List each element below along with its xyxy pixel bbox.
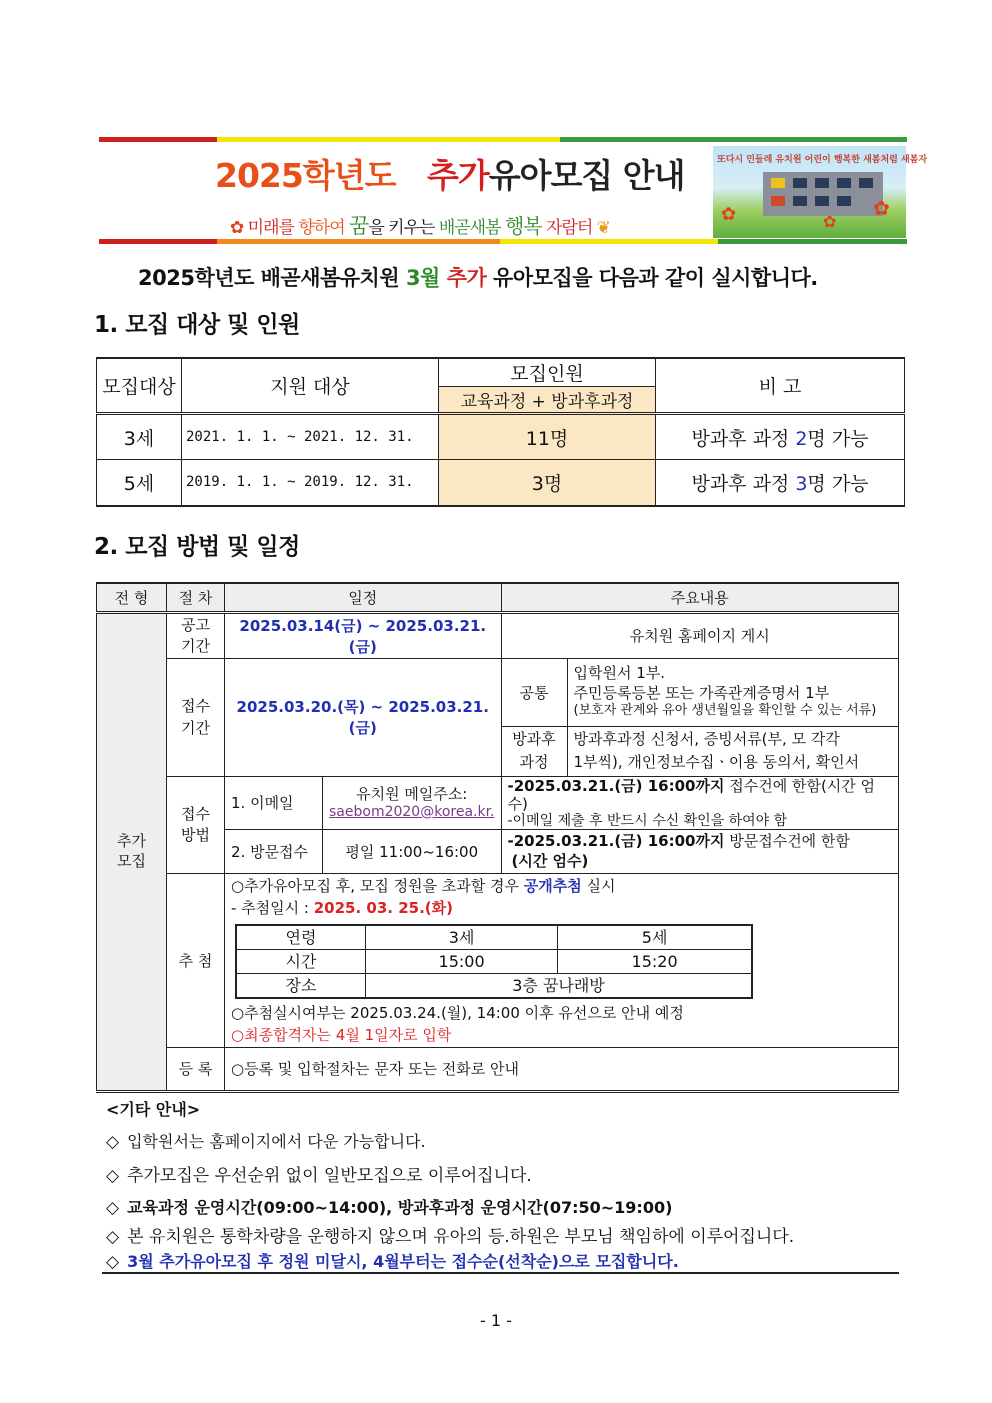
list-item: ◇ 입학원서는 홈페이지에서 다운 가능합니다. <box>106 1132 426 1152</box>
page-number: - 1 - <box>480 1311 512 1330</box>
butterfly-icon: ❦ <box>596 218 610 238</box>
slogan: ✿ 미래를 향하여 꿈을 키우는 배곧새봄 행복 자람터 ❦ <box>230 214 610 238</box>
header-bottom-bar-right <box>718 239 907 244</box>
lottery-table: 연령 3세 5세 시간 15:00 15:20 장소 3층 꿈나래방 <box>235 924 753 1000</box>
intro-line: 2025학년도 배곧새봄유치원 3월 추가 유아모집을 다음과 같이 실시합니다. <box>138 266 818 290</box>
flower-icon: ✿ <box>873 196 890 220</box>
type-label: 추가 모집 <box>97 612 167 1091</box>
title-main: 유아모집 안내 <box>488 156 685 195</box>
flower-icon: ✿ <box>230 218 244 238</box>
flower-icon: ✿ <box>721 204 737 225</box>
email-link[interactable]: saebom2020@korea.kr. <box>329 803 495 820</box>
schedule-table: 전 형 절 차 일정 주요내용 추가 모집 공고 기간 2025.03.14(금) ~ 2025.03.21.(금) 유치원 홈페이지 게시 접수 기간 2025.03.20.(목) ~ 2025.03.21.(금) 공통 입학원서 1부. 주민등록등본 또는 가족관계증명서 1부 (보호자 관계와 유아 생년월일을 확인할 수 있는 서류) 방과후 과정 방과후과정 신청서, 증빙서류(부, 모 각각 1부씩), 개인정보수집ㆍ이용 동의서, 확인서 접수 방법 1. 이메일 유치원 메일주소: saebom2020@korea.kr. -2025.03.21.(금) 16:00까지 접수건에 한함(시간 엄수) -이메일 제출 후 반드시 수신 확인을 하여야 함 2. 방문접수 평일 11:00~16:00 -2025.03.21.(금) 16:00까지 방문접수건에 한함 (시간 엄수) 추 첨 ○추가유아모집 후, 모집 정원을 초과할 경우 공개추첨 실시 - 추첨일시 : 2025. 03. 25.(화) 연령 3세 5세 시간 15:00 15:20 장소 3층 꿈나래방 ○추첨실시여부는 2025.03.24.(월), 14:00 이후 유선으로 안내 예정 ○최종합격자는 4월 1일자로 입학 등 록 ○등록 및 입학절차는 문자 또는 전화로 안내 <box>96 582 899 1093</box>
etc-title: <기타 안내> <box>106 1100 201 1119</box>
photo-caption: 또다시 민들레 유치원 어린이 행복한 새봄처럼 새봄자 <box>717 155 928 165</box>
header-top-bar-right <box>560 137 907 142</box>
school-photo <box>713 146 928 238</box>
section1-title: 1. 모집 대상 및 인원 <box>94 312 300 338</box>
flower-icon: ✿ <box>823 212 837 231</box>
table-row: 3세 2021. 1. 1. ~ 2021. 12. 31. 11명 방과후 과정 2명 가능 <box>97 414 905 460</box>
title-extra: 추가 <box>426 156 489 195</box>
header-top-bar-left <box>99 137 217 142</box>
title-year: 2025학년도 <box>215 156 396 195</box>
list-item: ◇ 추가모집은 우선순위 없이 일반모집으로 이루어집니다. <box>106 1166 532 1186</box>
etc-bottom-rule <box>102 1272 899 1274</box>
header-bottom-bar-mid <box>217 239 500 244</box>
header-bottom-bar-mid2 <box>500 239 718 244</box>
recruit-target-table: 모집대상 지원 대상 모집인원 비 고 교육과정 + 방과후과정 3세 2021. 1. 1. ~ 2021. 12. 31. 11명 방과후 과정 2명 가능 5세 2019. 1. 1. ~ 2019. 12. 31. 3명 방과후 과정 3명 가능 <box>96 357 905 507</box>
page-title <box>215 150 684 197</box>
list-item: ◇ 본 유치원은 통학차량을 운행하지 않으며 유아의 등.하원은 부모님 책임하에 이루어집니다. <box>106 1227 795 1247</box>
header-bottom-bar-left <box>99 239 217 244</box>
table-row: 5세 2019. 1. 1. ~ 2019. 12. 31. 3명 방과후 과정 3명 가능 <box>97 460 905 506</box>
list-item: ◇ 교육과정 운영시간(09:00~14:00), 방과후과정 운영시간(07:50~19:00) <box>106 1198 673 1218</box>
list-item: ◇ 3월 추가유아모집 후 정원 미달시, 4월부터는 접수순(선착순)으로 모집합니다. <box>106 1252 679 1272</box>
header-top-bar-mid <box>217 137 560 142</box>
section2-title: 2. 모집 방법 및 일정 <box>94 534 300 560</box>
